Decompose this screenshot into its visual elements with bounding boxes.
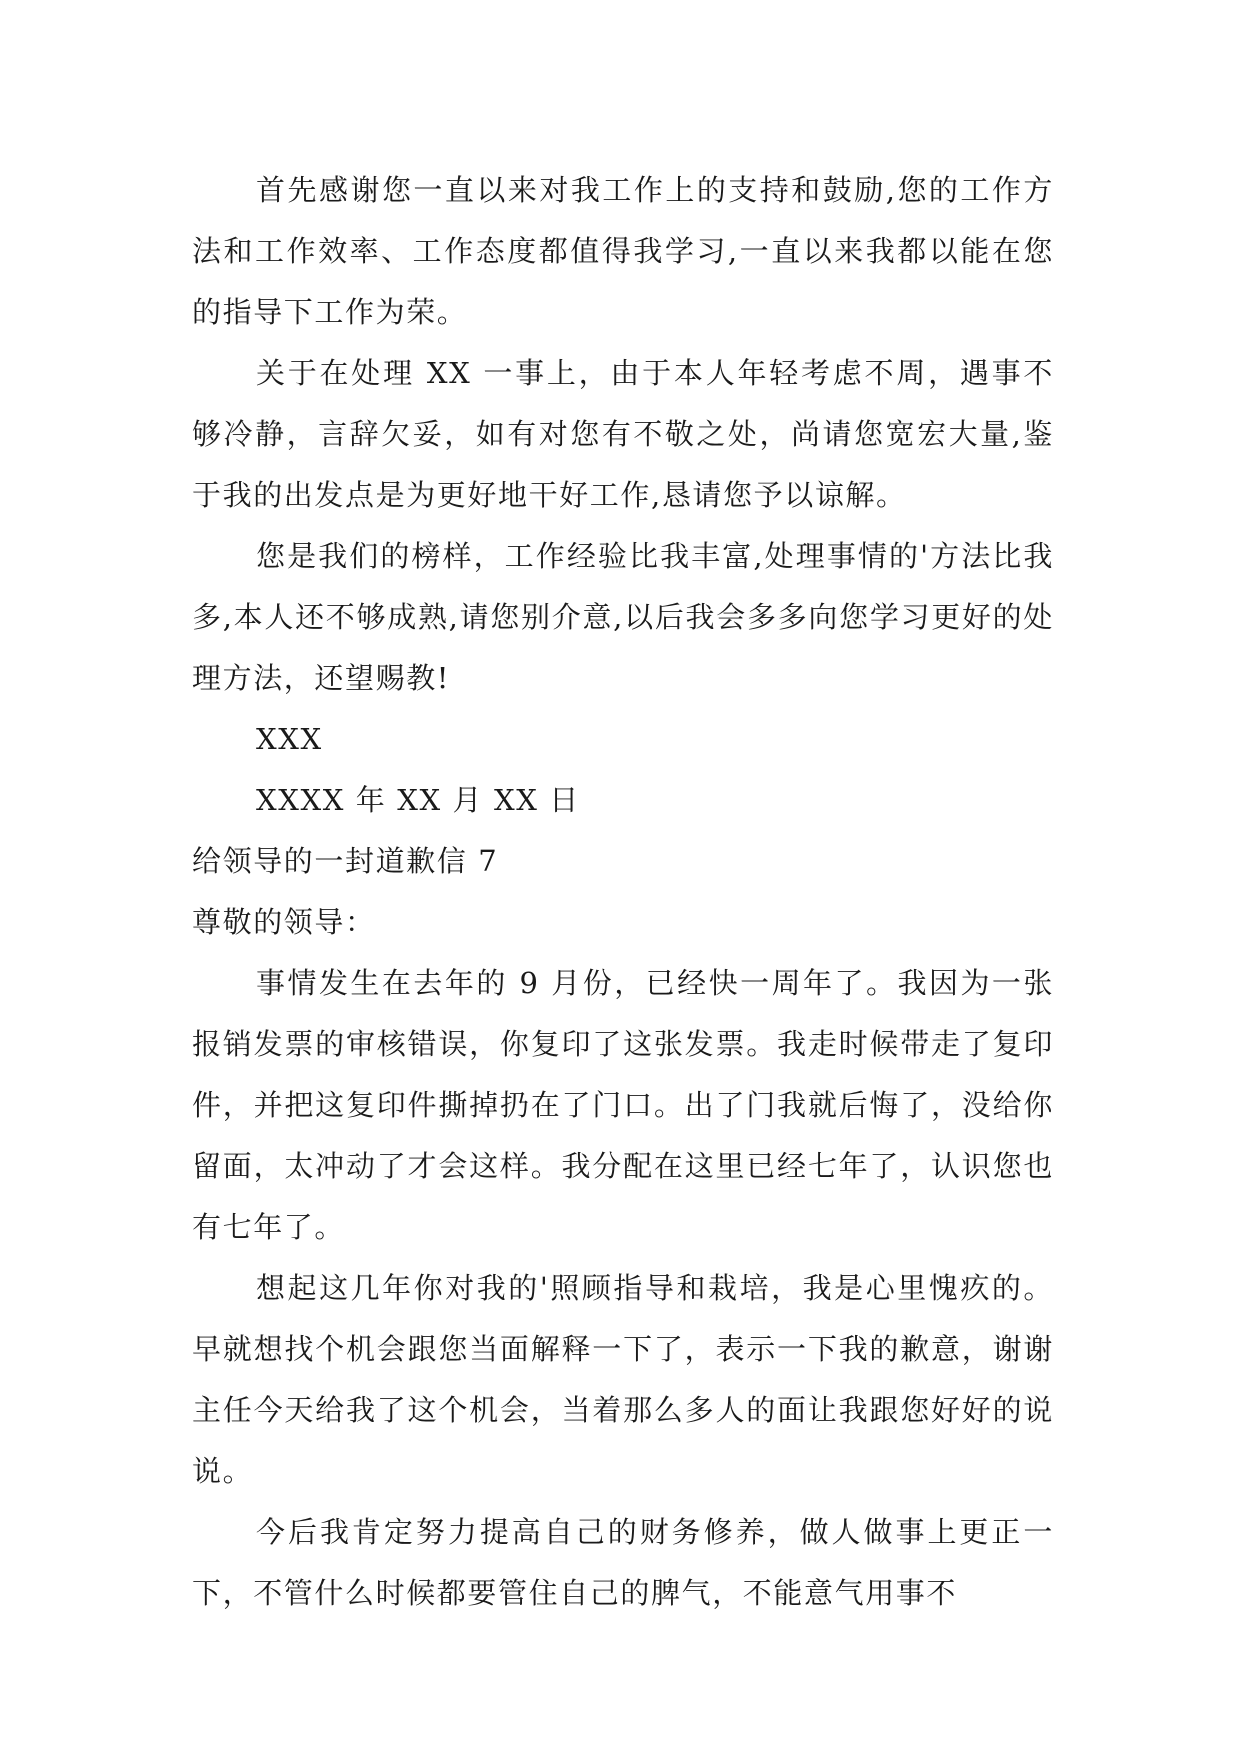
paragraph-commitment: 今后我肯定努力提高自己的财务修养，做人做事上更正一下，不管什么时候都要管住自己的脾气，不能意气用事不 xyxy=(192,1515,1054,1610)
paragraph-role-model: 您是我们的榜样，工作经验比我丰富,处理事情的'方法比我多,本人还不够成熟,请您别介意,以后我会多多向您学习更好的处理方法，还望赐教! xyxy=(192,539,1054,695)
signature-name: XXX xyxy=(256,722,323,756)
document-body xyxy=(192,160,1054,1624)
paragraph-gratitude: 首先感谢您一直以来对我工作上的支持和鼓励,您的工作方法和工作效率、工作态度都值得我学习,一直以来我都以能在您的指导下工作为荣。 xyxy=(192,173,1054,329)
section-title: 给领导的一封道歉信 7 xyxy=(192,844,499,878)
paragraph-incident-apology: 关于在处理 XX 一事上，由于本人年轻考虑不周，遇事不够冷静，言辞欠妥，如有对您有不敬之处，尚请您宽宏大量,鉴于我的出发点是为更好地干好工作,恳请您予以谅解。 xyxy=(192,356,1054,512)
signature-date: XXXX 年 XX 月 XX 日 xyxy=(256,783,580,817)
paragraph-event-description: 事情发生在去年的 9 月份，已经快一周年了。我因为一张报销发票的审核错误，你复印了这张发票。我走时候带走了复印件，并把这复印件撕掉扔在了门口。出了门我就后悔了，没给你留面，太冲动了才会这样。我分配在这里已经七年了，认识您也有七年了。 xyxy=(192,966,1054,1244)
salutation: 尊敬的领导： xyxy=(192,905,376,939)
paragraph-reflection: 想起这几年你对我的'照顾指导和栽培，我是心里愧疚的。早就想找个机会跟您当面解释一下了，表示一下我的歉意，谢谢主任今天给我了这个机会，当着那么多人的面让我跟您好好的说说。 xyxy=(192,1271,1054,1488)
